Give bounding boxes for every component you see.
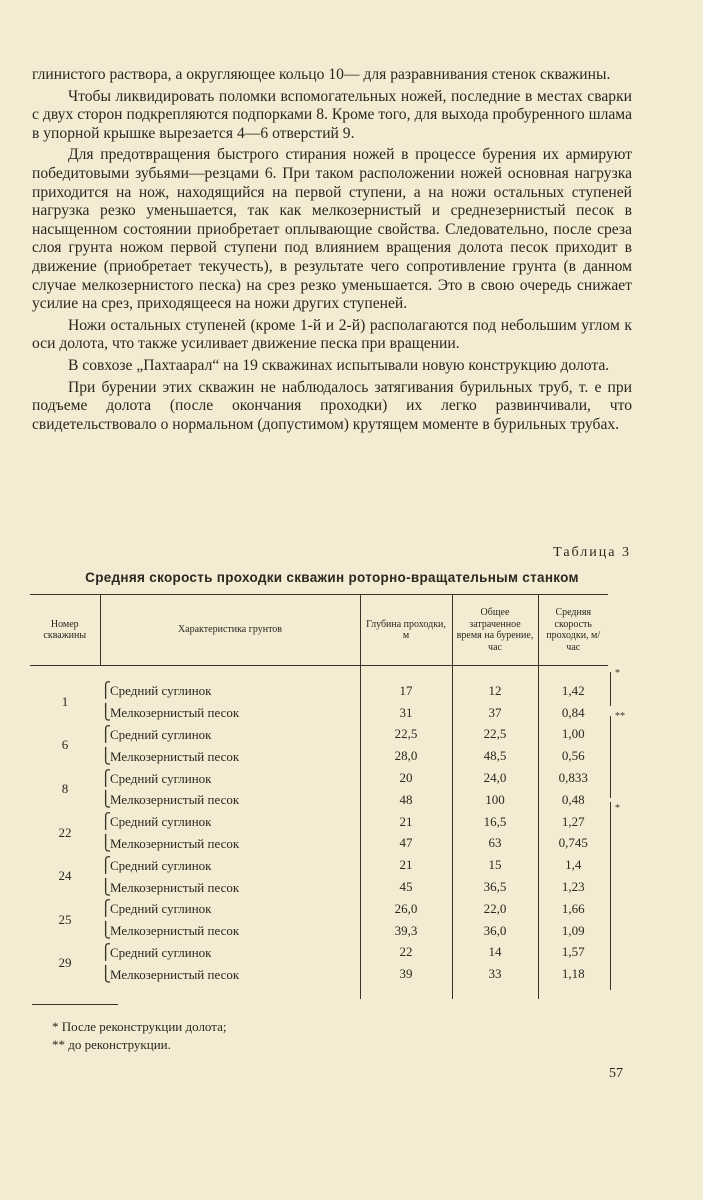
soil-label: Мелкозернистый песок: [110, 966, 240, 982]
header-soil: Характеристика грунтов: [100, 595, 360, 666]
soil-label: Мелкозернистый песок: [110, 705, 240, 721]
brace-mark: ⎧: [100, 726, 112, 743]
time-value: 100: [452, 789, 538, 811]
speed-value: 1,09: [538, 920, 608, 942]
time-value: 37: [452, 702, 538, 724]
spacer-cell: [360, 985, 452, 999]
soil-type: [100, 876, 360, 898]
soil-label: Мелкозернистый песок: [110, 748, 240, 764]
footnote-mark: **: [615, 711, 625, 722]
speed-value: 0,56: [538, 745, 608, 767]
table-row: [30, 876, 608, 898]
header-depth: Глубина проходки, м: [360, 595, 452, 666]
well-number: 29: [58, 955, 72, 971]
footnote: ** до реконструкции.: [52, 1037, 171, 1052]
speed-value: 1,42: [538, 680, 608, 702]
well-number: 1: [61, 693, 69, 709]
header-well: Номер скважины: [30, 595, 100, 666]
brace-mark: ⎧: [100, 683, 112, 700]
depth-value: 26,0: [360, 898, 452, 920]
table-header-row: [30, 595, 608, 666]
soil-type: [100, 811, 360, 833]
time-value: 12: [452, 680, 538, 702]
time-value: 24,0: [452, 767, 538, 789]
time-value: 22,5: [452, 724, 538, 746]
spacer-cell: [100, 985, 360, 999]
soil-label: Средний суглинок: [110, 857, 212, 873]
table-spacer: [30, 666, 608, 681]
soil-type: [100, 898, 360, 920]
footnote-rule: [32, 1004, 118, 1005]
depth-value: 45: [360, 876, 452, 898]
time-value: 48,5: [452, 745, 538, 767]
time-value: 15: [452, 854, 538, 876]
time-value: 36,0: [452, 920, 538, 942]
speed-value: 0,84: [538, 702, 608, 724]
paragraph: Чтобы ликвидировать поломки вспомогательных ножей, последние в местах сварки с двух сторон подкрепляются подпорками 8. Кроме того, для выхода пробуренного шлама в упорной крышке вырезается 4—6 отверстий 9.: [32, 87, 632, 142]
soil-type: [100, 745, 360, 767]
table-title: Средняя скорость проходки скважин роторно-вращательным станком: [85, 570, 579, 585]
depth-value: 47: [360, 833, 452, 855]
brace-mark: ⎧: [100, 857, 112, 874]
soil-label: Средний суглинок: [110, 770, 212, 786]
depth-value: 48: [360, 789, 452, 811]
spacer-cell: [452, 666, 538, 681]
well-number: 8: [61, 780, 69, 796]
depth-value: 21: [360, 854, 452, 876]
soil-type: [100, 789, 360, 811]
paragraph: В совхозе „Пахтаарал“ на 19 скважинах испытывали новую конструкцию долота.: [68, 356, 610, 374]
brace-mark: ⎩: [100, 792, 112, 809]
well-number: 24: [58, 868, 72, 884]
spacer-cell: [538, 985, 608, 999]
brace-mark: ⎩: [100, 966, 112, 983]
soil-label: Средний суглинок: [110, 814, 212, 830]
brace-mark: ⎧: [100, 814, 112, 831]
table-row: [30, 898, 608, 920]
soil-type: [100, 702, 360, 724]
soil-label: Средний суглинок: [110, 901, 212, 917]
speed-value: 1,4: [538, 854, 608, 876]
soil-type: [100, 767, 360, 789]
spacer-cell: [538, 666, 608, 681]
soil-label: Мелкозернистый песок: [110, 923, 240, 939]
speed-value: 1,27: [538, 811, 608, 833]
paragraph: При бурении этих скважин не наблюдалось затягивания бурильных труб, т. е при подъеме долота (после окончания проходки) их легко развинчивали, что свидетельствовало о нормальном (допустимом) крутящем моменте в бурильных трубах.: [32, 378, 632, 433]
table-spacer: [30, 985, 608, 999]
soil-label: Средний суглинок: [110, 944, 212, 960]
spacer-cell: [30, 985, 100, 999]
soil-label: Мелкозернистый песок: [110, 792, 240, 808]
depth-value: 39,3: [360, 920, 452, 942]
table-row: [30, 920, 608, 942]
time-value: 22,0: [452, 898, 538, 920]
well-number: 25: [58, 911, 72, 927]
speed-value: 0,745: [538, 833, 608, 855]
soil-type: [100, 854, 360, 876]
depth-value: 21: [360, 811, 452, 833]
depth-value: 22: [360, 942, 452, 964]
brace-mark: ⎧: [100, 901, 112, 918]
soil-label: Мелкозернистый песок: [110, 879, 240, 895]
speed-value: 1,18: [538, 963, 608, 985]
soil-label: Мелкозернистый песок: [110, 835, 240, 851]
speed-value: 0,48: [538, 789, 608, 811]
brace-mark: ⎩: [100, 923, 112, 940]
soil-type: [100, 963, 360, 985]
paragraph: глинистого раствора, а округляющее кольцо 10— для разравнивания стенок скважины.: [32, 66, 611, 83]
bracket-line: [610, 716, 611, 798]
footnote-mark: *: [615, 803, 620, 814]
brace-mark: ⎩: [100, 705, 112, 722]
depth-value: 39: [360, 963, 452, 985]
speed-value: 0,833: [538, 767, 608, 789]
table-row: [30, 702, 608, 724]
depth-value: 31: [360, 702, 452, 724]
table-label: Таблица 3: [553, 545, 631, 560]
soil-type: [100, 942, 360, 964]
soil-label: Средний суглинок: [110, 726, 212, 742]
time-value: 33: [452, 963, 538, 985]
speed-value: 1,57: [538, 942, 608, 964]
paragraph: Для предотвращения быстрого стирания ножей в процессе бурения их армируют победитовыми зубьями—резцами 6. При таком расположении ножей основная нагрузка приходится на нож, находящийся на первой ступени, а на ножи остальных ступеней нагрузка резко уменьшается, так как мелкозернистый и среднезернистый песок в насыщенном состоянии приобретает оплывающие свойства. Следовательно, после среза слоя грунта ножом первой ступени под влиянием вращения долота песок приходит в движение (приобретает текучесть), в результате чего сопротивление грунта (в данном случае мелкозернистого песка) на срез резко уменьшается. Это в свою очередь снижает усилие на срез, приходящееся на ножи других ступеней.: [32, 146, 632, 313]
bracket-line: [610, 802, 611, 990]
time-value: 63: [452, 833, 538, 855]
brace-mark: ⎧: [100, 944, 112, 961]
brace-mark: ⎩: [100, 879, 112, 896]
table-row: [30, 811, 608, 833]
table-row: [30, 942, 608, 964]
brace-mark: ⎧: [100, 770, 112, 787]
brace-mark: ⎩: [100, 835, 112, 852]
depth-value: 22,5: [360, 724, 452, 746]
soil-label: Средний суглинок: [110, 683, 212, 699]
soil-type: [100, 724, 360, 746]
spacer-cell: [452, 985, 538, 999]
table-row: [30, 833, 608, 855]
footnotes: [52, 1018, 226, 1054]
soil-type: [100, 920, 360, 942]
footnote: * После реконструкции долота;: [52, 1019, 227, 1034]
bracket-line: [610, 672, 611, 706]
spacer-cell: [30, 666, 100, 681]
brace-mark: ⎩: [100, 748, 112, 765]
well-number: 6: [61, 737, 69, 753]
time-value: 16,5: [452, 811, 538, 833]
time-value: 36,5: [452, 876, 538, 898]
body-text: [32, 66, 632, 437]
header-time: Общее затраченное время на бурение, час: [452, 595, 538, 666]
header-speed: Средняя скорость проходки, м/час: [538, 595, 608, 666]
footnote-mark: *: [615, 668, 620, 679]
speed-value: 1,00: [538, 724, 608, 746]
soil-type: [100, 680, 360, 702]
table-row: [30, 745, 608, 767]
depth-value: 28,0: [360, 745, 452, 767]
data-table: [30, 594, 608, 999]
spacer-cell: [100, 666, 360, 681]
table-row: [30, 789, 608, 811]
speed-value: 1,66: [538, 898, 608, 920]
table-row: [30, 680, 608, 702]
time-value: 14: [452, 942, 538, 964]
speed-value: 1,23: [538, 876, 608, 898]
depth-value: 17: [360, 680, 452, 702]
paragraph: Ножи остальных ступеней (кроме 1-й и 2-й) располагаются под небольшим углом к оси долота, что также усиливает движение песка при вращении.: [32, 316, 632, 353]
well-number: 22: [58, 824, 72, 840]
table-row: [30, 963, 608, 985]
spacer-cell: [360, 666, 452, 681]
table-row: [30, 854, 608, 876]
table-row: [30, 724, 608, 746]
depth-value: 20: [360, 767, 452, 789]
page-number: 57: [609, 1066, 623, 1081]
table-row: [30, 767, 608, 789]
soil-type: [100, 833, 360, 855]
